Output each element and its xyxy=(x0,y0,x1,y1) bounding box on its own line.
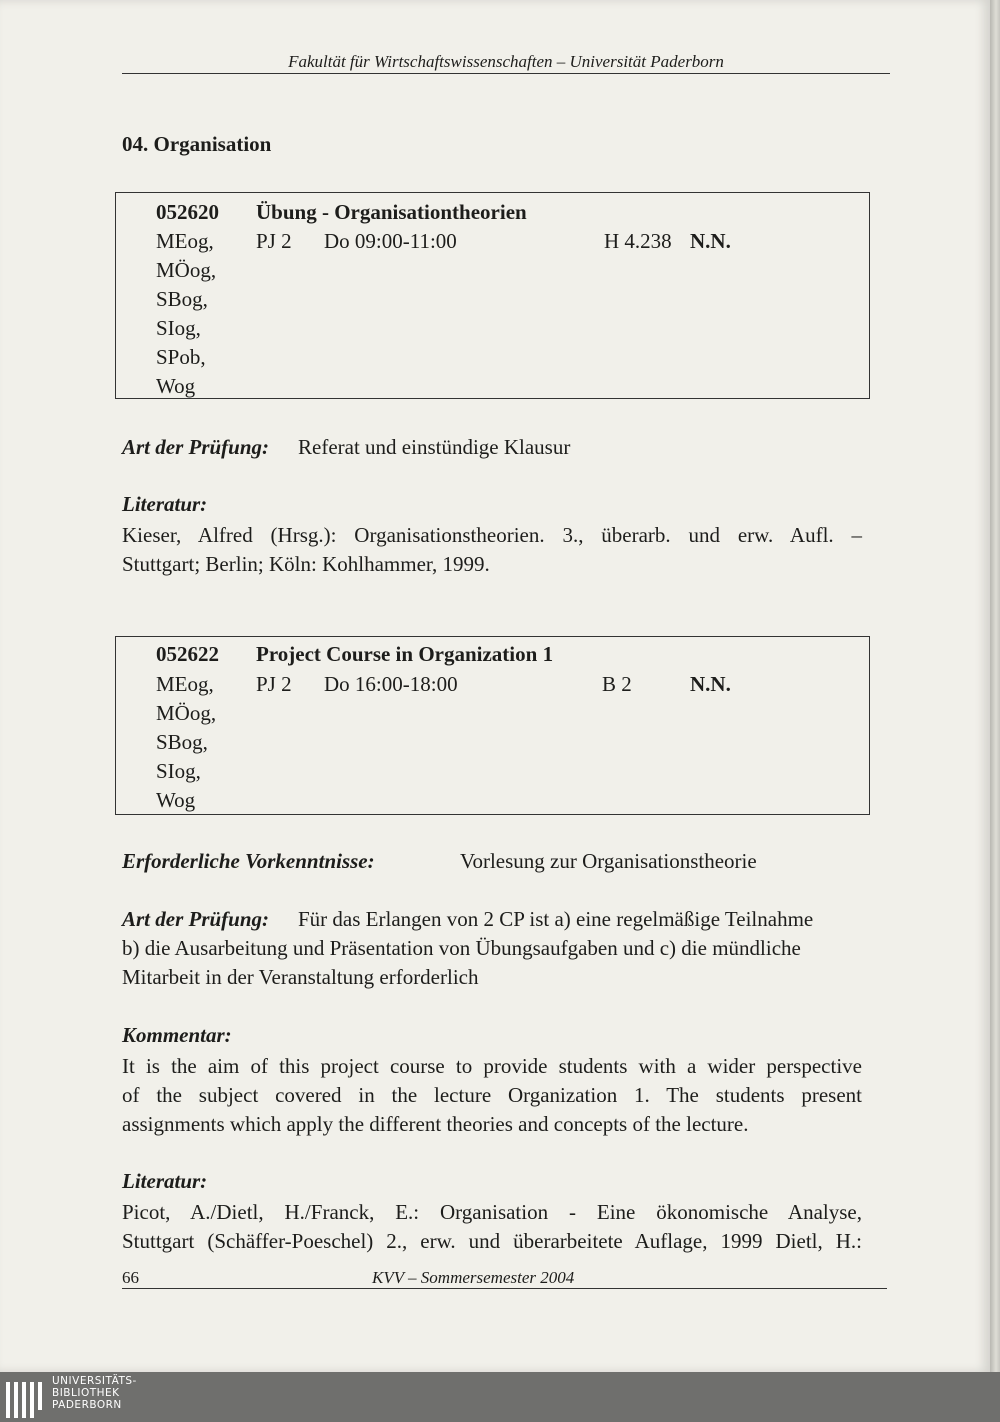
logo-line: PADERBORN xyxy=(52,1399,122,1411)
library-bar xyxy=(0,1372,1000,1422)
library-logo-text xyxy=(52,1375,137,1411)
program-item: Wog xyxy=(156,788,196,812)
course-type: PJ 2 xyxy=(256,229,292,253)
comment-line: of the subject covered in the lecture Organization 1. The students present xyxy=(122,1083,862,1107)
exam-text: Für das Erlangen von 2 CP ist a) eine regelmäßige Teilnahme xyxy=(298,907,814,931)
page-footer xyxy=(122,1266,887,1289)
course-lecturer: N.N. xyxy=(690,229,731,253)
literature-line: Kieser, Alfred (Hrsg.): Organisationstheorien. 3., überarb. und erw. Aufl. – xyxy=(122,523,862,547)
page-number: 66 xyxy=(122,1268,139,1287)
comment-line: assignments which apply the different theories and concepts of the lecture. xyxy=(122,1112,749,1136)
program-item: SBog, xyxy=(156,287,208,311)
program-item: SBog, xyxy=(156,730,208,754)
course-title: Übung - Organisationtheorien xyxy=(256,200,527,224)
course-room: H 4.238 xyxy=(604,229,672,253)
page-edge xyxy=(990,0,1000,1372)
exam-text: Mitarbeit in der Veranstaltung erforderlich xyxy=(122,965,479,989)
program-item: MÖog, xyxy=(156,701,217,725)
literature-label: Literatur: xyxy=(122,1169,208,1193)
exam-label: Art der Prüfung: xyxy=(122,907,270,931)
library-logo-icon xyxy=(4,1376,46,1420)
literature-label: Literatur: xyxy=(122,492,208,516)
course-time: Do 09:00-11:00 xyxy=(324,229,457,253)
course-number: 052622 xyxy=(156,642,219,666)
program-item: SIog, xyxy=(156,316,201,340)
footer-title: KVV – Sommersemester 2004 xyxy=(372,1268,575,1287)
course-type: PJ 2 xyxy=(256,672,292,696)
literature-line: Stuttgart; Berlin; Köln: Kohlhammer, 1999. xyxy=(122,552,490,576)
comment-line: It is the aim of this project course to provide students with a wider perspective xyxy=(122,1054,862,1078)
course-time: Do 16:00-18:00 xyxy=(324,672,458,696)
prereq-text: Vorlesung zur Organisationstheorie xyxy=(460,849,757,873)
course-number: 052620 xyxy=(156,200,219,224)
exam-text: Referat und einstündige Klausur xyxy=(298,435,571,459)
course-lecturer: N.N. xyxy=(690,672,731,696)
prereq-label: Erforderliche Vorkenntnisse: xyxy=(122,849,375,873)
program-item: MEog, xyxy=(156,672,214,696)
course-title: Project Course in Organization 1 xyxy=(256,642,554,666)
program-item: SIog, xyxy=(156,759,201,783)
program-item: MÖog, xyxy=(156,258,217,282)
literature-line: Stuttgart (Schäffer-Poeschel) 2., erw. und überarbeitete Auflage, 1999 Dietl, H.: xyxy=(122,1229,862,1253)
exam-text: b) die Ausarbeitung und Präsentation von Übungsaufgaben und c) die mündliche xyxy=(122,936,801,960)
running-header: Fakultät für Wirtschaftswissenschaften – Universität Paderborn xyxy=(122,52,890,74)
program-item: SPob, xyxy=(156,345,206,369)
section-heading: 04. Organisation xyxy=(122,132,272,156)
logo-line: BIBLIOTHEK xyxy=(52,1387,120,1399)
literature-line: Picot, A./Dietl, H./Franck, E.: Organisation - Eine ökonomische Analyse, xyxy=(122,1200,862,1224)
exam-label: Art der Prüfung: xyxy=(122,435,270,459)
logo-line: UNIVERSITÄTS- xyxy=(52,1375,137,1387)
course-room: B 2 xyxy=(602,672,632,696)
program-item: MEog, xyxy=(156,229,214,253)
program-item: Wog xyxy=(156,374,196,398)
course-box-052622 xyxy=(115,636,870,815)
course-box-052620 xyxy=(115,192,870,399)
comment-label: Kommentar: xyxy=(122,1023,232,1047)
